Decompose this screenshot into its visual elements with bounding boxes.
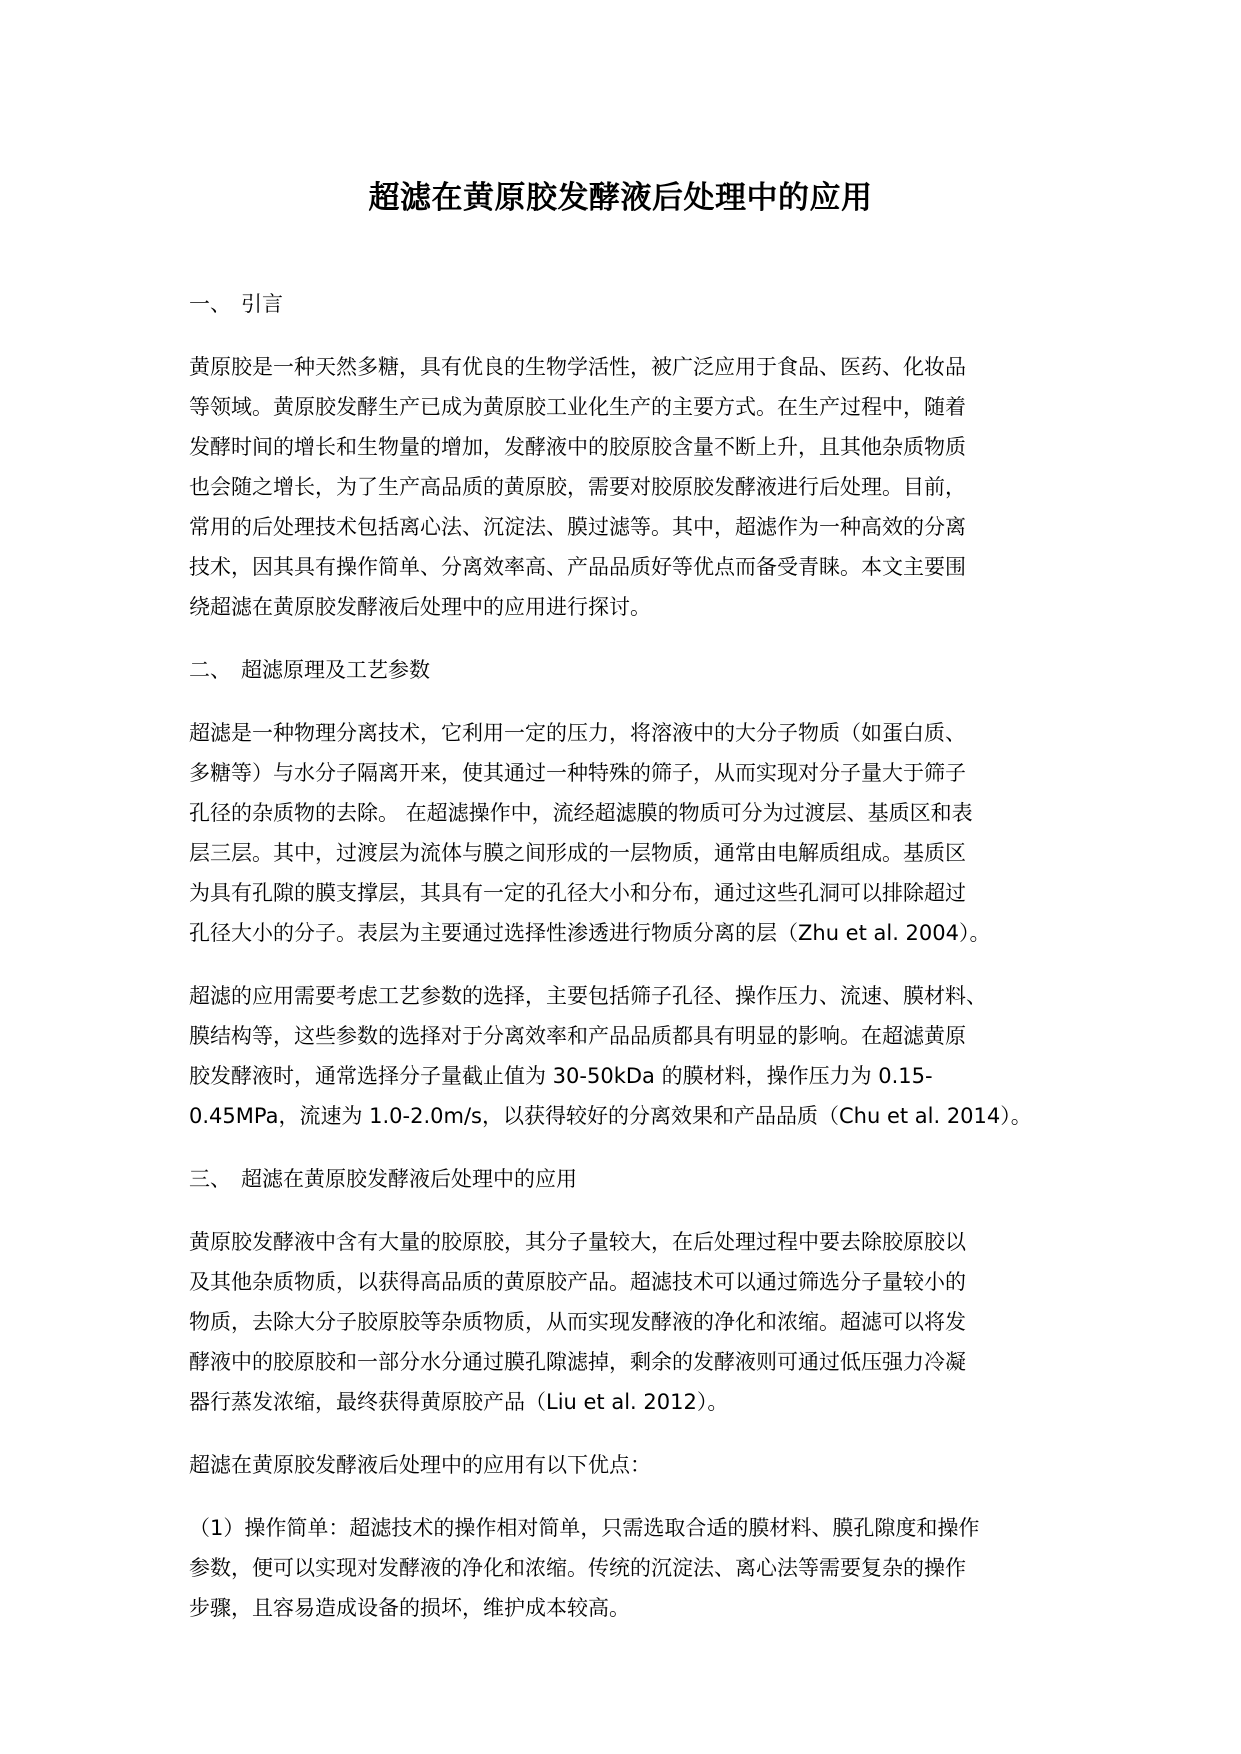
paragraph-line: 也会随之增长，为了生产高品质的黄原胶，需要对胶原胶发酵液进行后处理。目前，	[189, 475, 966, 499]
paragraph-line: 超滤在黄原胶发酵液后处理中的应用有以下优点：	[189, 1453, 651, 1477]
section-title: 超滤在黄原胶发酵液后处理中的应用	[241, 1167, 577, 1191]
paragraph-line: 发酵时间的增长和生物量的增加，发酵液中的胶原胶含量不断上升，且其他杂质物质	[189, 435, 966, 459]
paragraph-line: 等领域。黄原胶发酵生产已成为黄原胶工业化生产的主要方式。在生产过程中，随着	[189, 395, 966, 419]
section-heading-introduction	[189, 284, 1069, 324]
section-number: 三、	[189, 1167, 231, 1191]
paragraph-line: 层三层。其中，过渡层为流体与膜之间形成的一层物质，通常由电解质组成。基质区	[189, 841, 966, 865]
paragraph-line: 常用的后处理技术包括离心法、沉淀法、膜过滤等。其中，超滤作为一种高效的分离	[189, 515, 966, 539]
paragraph-line: 胶发酵液时，通常选择分子量截止值为 30-50kDa 的膜材料，操作压力为 0.15-	[189, 1064, 933, 1088]
paragraph-line: 技术，因其具有操作简单、分离效率高、产品品质好等优点而备受青睐。本文主要围	[189, 555, 966, 579]
paragraph-line: （1）操作简单：超滤技术的操作相对简单，只需选取合适的膜材料、膜孔隙度和操作	[189, 1516, 980, 1540]
section-number: 二、	[189, 658, 231, 682]
paragraph-application	[189, 1222, 1069, 1422]
paragraph-principles	[189, 713, 1069, 953]
paragraph-line: 孔径大小的分子。表层为主要通过选择性渗透进行物质分离的层（Zhu et al. 2004）。	[189, 921, 991, 945]
paragraph-line: 0.45MPa，流速为 1.0-2.0m/s，以获得较好的分离效果和产品品质（Chu et al. 2014）。	[189, 1104, 1032, 1128]
paragraph-process-parameters	[189, 976, 1069, 1136]
document-body	[189, 284, 1069, 1651]
section-heading-principles	[189, 650, 1069, 690]
paragraph-line: 孔径的杂质物的去除。 在超滤操作中，流经超滤膜的物质可分为过渡层、基质区和表	[189, 801, 973, 825]
paragraph-advantages-intro	[189, 1445, 1069, 1485]
paragraph-advantage-1	[189, 1508, 1069, 1628]
section-title: 引言	[241, 292, 283, 316]
section-number: 一、	[189, 292, 231, 316]
paragraph-line: 及其他杂质物质，以获得高品质的黄原胶产品。超滤技术可以通过筛选分子量较小的	[189, 1270, 966, 1294]
paragraph-line: 参数，便可以实现对发酵液的净化和浓缩。传统的沉淀法、离心法等需要复杂的操作	[189, 1556, 966, 1580]
paragraph-line: 酵液中的胶原胶和一部分水分通过膜孔隙滤掉，剩余的发酵液则可通过低压强力冷凝	[189, 1350, 966, 1374]
paragraph-line: 多糖等）与水分子隔离开来，使其通过一种特殊的筛子，从而实现对分子量大于筛子	[189, 761, 966, 785]
paragraph-line: 超滤是一种物理分离技术，它利用一定的压力，将溶液中的大分子物质（如蛋白质、	[189, 721, 966, 745]
paragraph-line: 黄原胶是一种天然多糖，具有优良的生物学活性，被广泛应用于食品、医药、化妆品	[189, 355, 966, 379]
section-heading-application	[189, 1159, 1069, 1199]
paragraph-introduction	[189, 347, 1069, 627]
paragraph-line: 为具有孔隙的膜支撑层，其具有一定的孔径大小和分布，通过这些孔洞可以排除超过	[189, 881, 966, 905]
section-title: 超滤原理及工艺参数	[241, 658, 430, 682]
paragraph-line: 器行蒸发浓缩，最终获得黄原胶产品（Liu et al. 2012）。	[189, 1390, 729, 1414]
paragraph-line: 膜结构等，这些参数的选择对于分离效率和产品品质都具有明显的影响。在超滤黄原	[189, 1024, 966, 1048]
paragraph-line: 超滤的应用需要考虑工艺参数的选择，主要包括筛子孔径、操作压力、流速、膜材料、	[189, 984, 987, 1008]
paragraph-line: 黄原胶发酵液中含有大量的胶原胶，其分子量较大，在后处理过程中要去除胶原胶以	[189, 1230, 966, 1254]
paragraph-line: 绕超滤在黄原胶发酵液后处理中的应用进行探讨。	[189, 595, 651, 619]
document-title: 超滤在黄原胶发酵液后处理中的应用	[368, 180, 873, 216]
paragraph-line: 步骤，且容易造成设备的损坏，维护成本较高。	[189, 1596, 630, 1620]
paragraph-line: 物质，去除大分子胶原胶等杂质物质，从而实现发酵液的净化和浓缩。超滤可以将发	[189, 1310, 966, 1334]
